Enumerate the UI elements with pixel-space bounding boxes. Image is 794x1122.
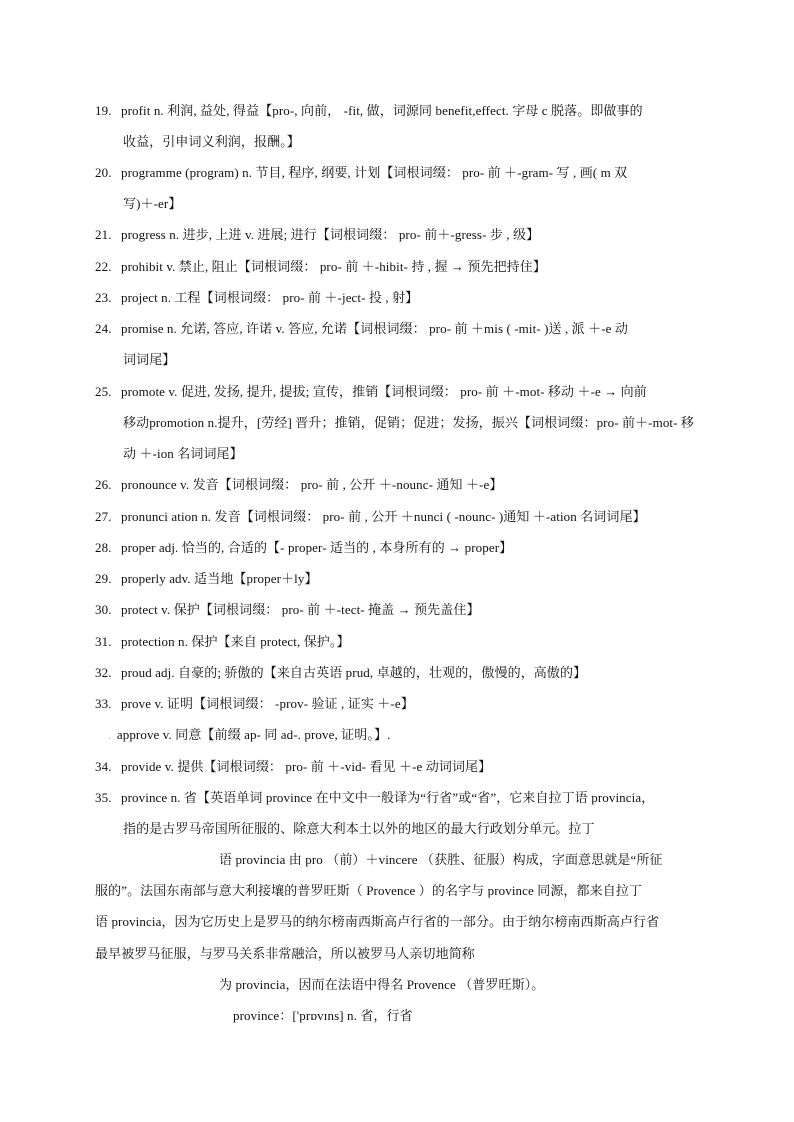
entry-text: 收益，引申词义利润，报酬。】	[123, 134, 300, 149]
entry-line	[95, 258, 546, 276]
entry-number: 35.	[95, 790, 112, 805]
entry-line	[123, 351, 175, 369]
entry-text: promise n. 允诺, 答应, 许诺 v. 答应, 允诺【词根词缀： pro- 前 ＋mis ( -mit- )送 , 派 ＋-e 动	[121, 321, 628, 336]
bullet-mark-icon: .	[108, 730, 111, 742]
entry-line	[95, 664, 586, 682]
entry-number: 19.	[95, 103, 112, 118]
entry-text: provide v. 提供【词根词缀： pro- 前 ＋-vid- 看见 ＋-e 动词词尾】	[121, 759, 492, 774]
entry-text: promote v. 促进, 发扬, 提升, 提拔; 宣传，推销【词根词缀： pro- 前 ＋-mot- 移动 ＋-e → 向前	[121, 384, 647, 399]
entry-text: 指的是古罗马帝国所征服的、除意大利本土以外的地区的最大行政划分单元。拉丁	[123, 821, 595, 836]
entry-text: profit n. 利润, 益处, 得益【pro-, 向前， -fit, 做，词源同 benefit,effect. 字母 c 脱落。即做事的	[121, 103, 643, 118]
entry-line	[95, 570, 318, 588]
entry-line	[95, 289, 418, 307]
entry-number: 22.	[95, 259, 112, 274]
entry-text: approve v. 同意【前缀 ap- 同 ad-. prove, 证明。】.	[116, 727, 391, 742]
entry-line	[95, 913, 659, 931]
entry-line	[95, 383, 647, 401]
entry-number: 25.	[95, 384, 112, 399]
entry-text: proper adj. 恰当的, 合适的【- proper- 适当的 , 本身所有的 → proper】	[121, 540, 513, 555]
entry-line	[95, 882, 642, 900]
entry-text: province：['prɒvɪns] n. 省，行省	[233, 1008, 413, 1023]
entry-line	[95, 789, 654, 807]
entry-line	[233, 1007, 413, 1025]
entry-text: protect v. 保护【词根词缀： pro- 前 ＋-tect- 掩盖 → 预先盖住】	[121, 602, 480, 617]
entry-line	[95, 102, 643, 120]
entry-number: 30.	[95, 602, 112, 617]
entry-line	[95, 320, 628, 338]
entry-line	[95, 508, 646, 526]
entry-line	[95, 226, 539, 244]
entry-line	[95, 695, 414, 713]
entry-text: 移动promotion n.提升，[劳经] 晋升；推销，促销；促进；发扬，振兴【词根词缀：pro- 前＋-mot- 移	[123, 415, 695, 430]
entry-line	[123, 820, 595, 838]
entry-text: 服的”。法国东南部与意大利接壤的普罗旺斯（ Provence ）的名字与 province 同源，都来自拉丁	[95, 883, 643, 898]
entry-line	[108, 726, 390, 745]
entry-text: 为 provincia，因而在法语中得名 Provence （普罗旺斯）。	[219, 977, 545, 992]
entry-number: 28.	[95, 540, 112, 555]
entry-number: 31.	[95, 634, 112, 649]
entry-line	[219, 976, 544, 994]
entry-text: 写)＋-er】	[123, 196, 182, 211]
entry-line	[123, 414, 694, 432]
entry-number: 29.	[95, 571, 112, 586]
entry-number: 20.	[95, 165, 112, 180]
entry-number: 21.	[95, 227, 112, 242]
entry-text: pronunci ation n. 发音【词根词缀： pro- 前 , 公开 ＋nunci ( -nounc- )通知 ＋-ation 名词词尾】	[121, 509, 646, 524]
entry-text: 动 ＋-ion 名词词尾】	[123, 446, 243, 461]
entry-text: 最早被罗马征服，与罗马关系非常融洽，所以被罗马人亲切地简称	[95, 946, 475, 961]
entry-text: progress n. 进步, 上进 v. 进展; 进行【词根词缀： pro- 前＋-gress- 步 , 级】	[121, 227, 540, 242]
entry-text: programme (program) n. 节目, 程序, 纲要, 计划【词根词缀： pro- 前 ＋-gram- 写 , 画( m 双	[121, 165, 628, 180]
entry-number: 24.	[95, 321, 112, 336]
entry-line	[95, 945, 475, 963]
entry-line	[95, 539, 512, 557]
entry-number: 32.	[95, 665, 112, 680]
entry-line	[123, 133, 300, 151]
entry-line	[95, 476, 502, 494]
entry-number: 34.	[95, 759, 112, 774]
entry-text: project n. 工程【词根词缀： pro- 前 ＋-ject- 投 , 射】	[121, 290, 419, 305]
entry-text: properly adv. 适当地【proper＋ly】	[121, 571, 318, 586]
entry-number: 23.	[95, 290, 112, 305]
entry-text: province n. 省【英语单词 province 在中文中一般译为“行省”或“省”，它来自拉丁语 provincia，	[121, 790, 655, 805]
entry-line	[123, 445, 243, 463]
entry-number: 33.	[95, 696, 112, 711]
entry-number: 27.	[95, 509, 112, 524]
entry-text: 语 provincia，因为它历史上是罗马的纳尔榜南西斯高卢行省的一部分。由于纳尔榜南西斯高卢行省	[95, 914, 660, 929]
entry-line	[95, 164, 627, 182]
entry-text: prohibit v. 禁止, 阻止【词根词缀： pro- 前 ＋-hibit- 持 , 握 → 预先把持住】	[121, 259, 546, 274]
entry-text: prove v. 证明【词根词缀： -prov- 验证 , 证实 ＋-e】	[121, 696, 414, 711]
entry-line	[219, 851, 663, 869]
entry-text: protection n. 保护【来自 protect, 保护。】	[121, 634, 350, 649]
entry-text: proud adj. 自豪的; 骄傲的【来自古英语 prud, 卓越的，壮观的，傲慢的，高傲的】	[121, 665, 587, 680]
entry-text: pronounce v. 发音【词根词缀： pro- 前 , 公开 ＋-nounc- 通知 ＋-e】	[121, 477, 503, 492]
entry-line	[95, 633, 350, 651]
entry-number: 26.	[95, 477, 112, 492]
entry-text: 语 provincia 由 pro （前）＋vincere （获胜、征服）构成，字面意思就是“所征	[219, 852, 663, 867]
entry-text: 词词尾】	[123, 352, 176, 367]
entry-line	[123, 195, 181, 213]
entry-line	[95, 758, 491, 776]
entry-line	[95, 601, 480, 619]
